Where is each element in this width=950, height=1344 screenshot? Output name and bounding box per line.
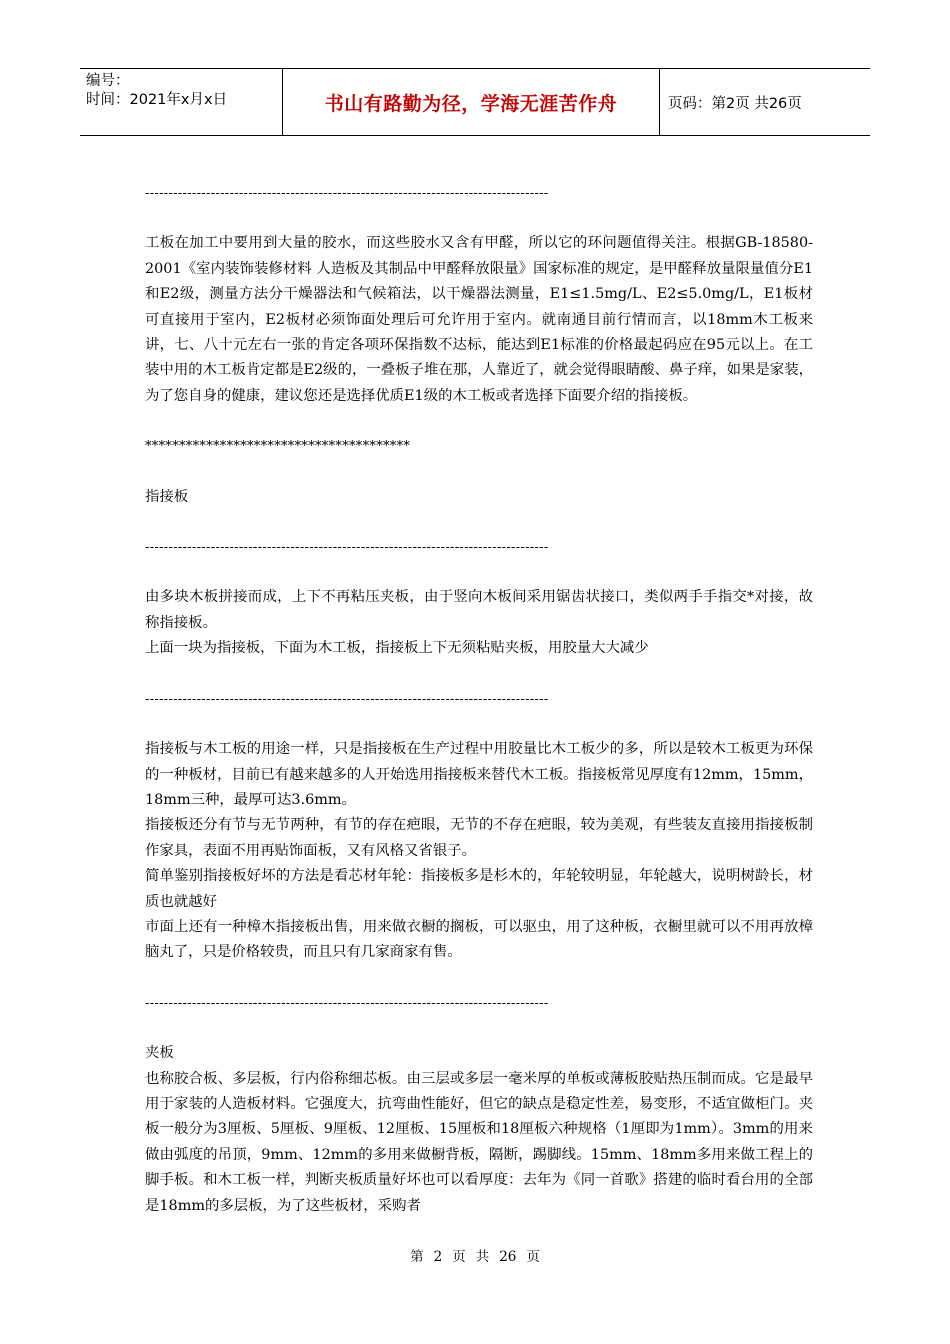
paragraph: 由多块木板拼接而成，上下不再粘压夹板，由于竖向木板间采用锯齿状接口，类似两手手指交*对接，故称指接板。: [145, 589, 813, 631]
paragraph: 也称胶合板、多层板，行内俗称细芯板。由三层或多层一毫米厚的单板或薄板胶贴热压制而成。它是最早用于家装的人造板材料。它强度大，抗弯曲性能好，但它的缺点是稳定性差，易变形，不适宜做柜门。夹板一般分为3厘板、5厘板、9厘板、12厘板、15厘板和18厘板六种规格（1厘即为1mm）。3mm的用来做由弧度的吊顶，9mm、12mm的多用来做橱背板，隔断，踢脚线。15mm、18mm多用来做工程上的脚手板。和木工板一样，判断夹板质量好坏也可以看厚度：去年为《同一首歌》搭建的临时看台用的全部是18mm的多层板，为了这些板材，采购者: [145, 1070, 813, 1214]
paragraph-spacing: [145, 662, 813, 687]
document-time-label: 时间：2021年x月x日: [86, 92, 228, 108]
header-motto-cell: [282, 69, 660, 135]
paragraph-spacing: [145, 460, 813, 485]
paragraph-spacing: [145, 409, 813, 434]
separator-line: --------------------------------------------------------------------------------------: [145, 186, 549, 201]
footer-page-unit: 页: [452, 1249, 466, 1265]
paragraph: 简单鉴别指接板好坏的方法是看芯材年轮：指接板多是杉木的，年轮较明显，年轮越大，说明树龄长，材质也就越好: [145, 868, 813, 910]
separator-line: ***************************************: [145, 439, 411, 455]
header-page-label: 页码：第2页 共26页: [668, 95, 802, 112]
paragraph-spacing: [145, 1016, 813, 1041]
document-body: [145, 181, 813, 1219]
paragraph-spacing: [145, 560, 813, 585]
paragraph: 上面一块为指接板，下面为木工板，指接板上下无须粘贴夹板，用胶量大大减少: [145, 640, 649, 657]
paragraph-spacing: [145, 510, 813, 535]
separator-line: --------------------------------------------------------------------------------------: [145, 691, 549, 707]
page-header: [80, 68, 870, 136]
header-motto: 书山有路勤为径，学海无涯苦作舟: [324, 92, 618, 115]
page-footer: [0, 1245, 950, 1265]
separator-line: --------------------------------------------------------------------------------------: [145, 995, 549, 1011]
paragraph-spacing: [145, 712, 813, 737]
paragraph: 指接板与木工板的用途一样，只是指接板在生产过程中用胶量比木工板少的多，所以是较木工板更为环保的一种板材，目前已有越来越多的人开始选用指接板来替代木工板。指接板常见厚度有12mm，15mm，18mm三种，最厚可达3.6mm。: [145, 741, 813, 808]
footer-prefix: 第: [410, 1249, 424, 1265]
paragraph: 指接板还分有节与无节两种，有节的存在疤眼，无节的不存在疤眼，较为美观，有些装友直接用指接板制作家具，表面不用再贴饰面板，又有风格又省银子。: [145, 817, 813, 859]
document-number-label: 编号：: [86, 73, 130, 89]
separator-line: --------------------------------------------------------------------------------------: [145, 540, 549, 556]
footer-page-number: 2: [433, 1249, 443, 1265]
footer-total-unit: 页: [526, 1249, 540, 1265]
header-page-cell: [660, 69, 870, 135]
footer-total-pages: 26: [499, 1249, 517, 1265]
paragraph: 工板在加工中要用到大量的胶水，而这些胶水又含有甲醛，所以它的环问题值得关注。根据GB-18580-2001《室内装饰装修材料 人造板及其制品中甲醛释放限量》国家标准的规定，是甲醛释放量限量值分E1和E2级，测量方法分干燥器法和气候箱法，以干燥器法测量，E1≤1.5mg/L、E2≤5.0mg/L，E1板材可直接用于室内，E2板材必须饰面处理后可允许用于室内。就南通目前行情而言，以18mm木工板来讲，七、八十元左右一张的肯定各项环保指数不达标，能达到E1标准的价格最起码应在95元以上。在工装中用的木工板肯定都是E2级的，一叠板子堆在那，人靠近了，就会觉得眼睛酸、鼻子痒，如果是家装，为了您自身的健康，建议您还是选择优质E1级的木工板或者选择下面要介绍的指接板。: [145, 235, 813, 404]
paragraph-spacing: [145, 966, 813, 991]
paragraph: 市面上还有一种樟木指接板出售，用来做衣橱的搁板，可以驱虫，用了这种板，衣橱里就可以不用再放樟脑丸了，只是价格较贵，而且只有几家商家有售。: [145, 918, 813, 961]
paragraph: 指接板: [145, 488, 189, 505]
paragraph: 夹板: [145, 1045, 174, 1062]
paragraph-spacing: [145, 206, 813, 231]
footer-total-prefix: 共: [475, 1249, 490, 1265]
header-meta: [80, 69, 282, 135]
